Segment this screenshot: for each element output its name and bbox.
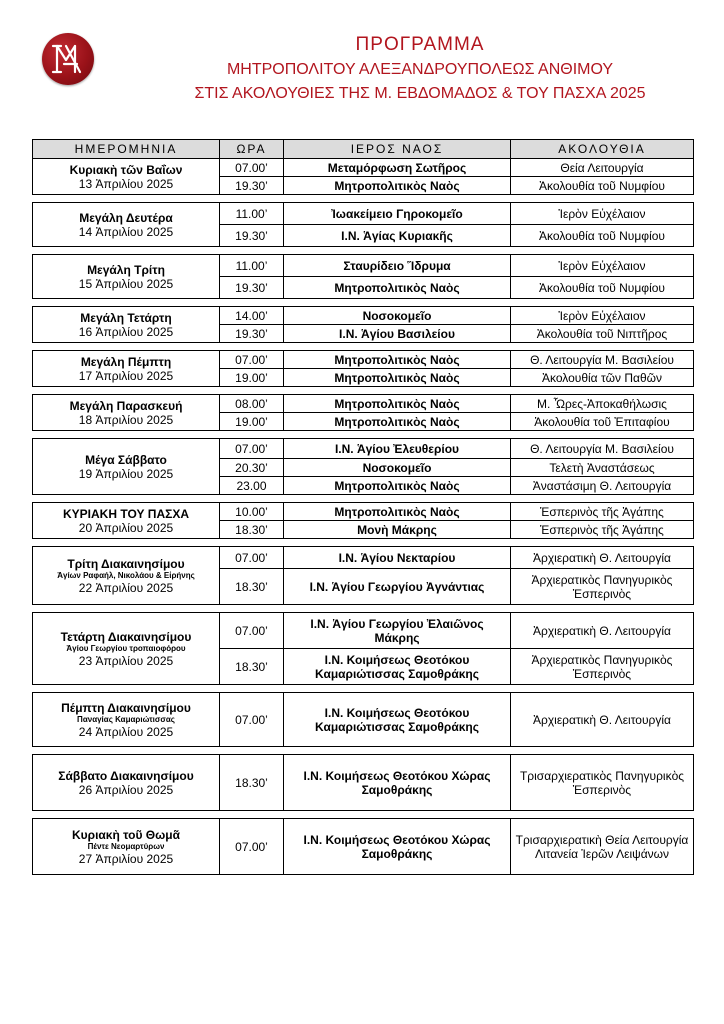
spacer-cell	[33, 811, 694, 819]
date-cell	[33, 693, 220, 747]
calendar-date: 15 Ἀπριλίου 2025	[78, 276, 174, 291]
church-cell: Νοσοκομεῖο	[284, 307, 511, 325]
spacer-cell	[33, 247, 694, 255]
time-cell: 07.00’	[220, 351, 284, 369]
calendar-date: 16 Ἀπριλίου 2025	[78, 324, 174, 339]
church-cell: Μονὴ Μάκρης	[284, 521, 511, 539]
service-cell: Θ. Λειτουργία Μ. Βασιλείου	[511, 439, 694, 459]
church-cell: Σταυρίδειο Ἵδρυμα	[284, 255, 511, 277]
time-cell: 08.00’	[220, 395, 284, 413]
spacer-cell	[33, 343, 694, 351]
day-group-spacer	[33, 747, 694, 755]
date-cell	[33, 203, 220, 247]
feast-name: Ἁγίων Ραφαήλ, Νικολάου & Εἰρήνης	[57, 570, 195, 580]
service-cell: Ἱερὸν Εὐχέλαιον	[511, 307, 694, 325]
time-cell: 19.30’	[220, 225, 284, 247]
time-cell: 19.00’	[220, 413, 284, 431]
feast-name: Ἁγίου Γεωργίου τροπαιοφόρου	[66, 643, 186, 653]
day-group-spacer	[33, 299, 694, 307]
time-cell: 20.30’	[220, 459, 284, 477]
day-group-spacer	[33, 811, 694, 819]
calendar-date: 14 Ἀπριλίου 2025	[78, 224, 174, 239]
time-cell: 18.30’	[220, 755, 284, 811]
spacer-cell	[33, 495, 694, 503]
church-cell: Ι.Ν. Ἁγίου Ἐλευθερίου	[284, 439, 511, 459]
service-cell: Θ. Λειτουργία Μ. Βασιλείου	[511, 351, 694, 369]
day-group-spacer	[33, 343, 694, 351]
time-cell: 18.30’	[220, 521, 284, 539]
service-cell: Τελετὴ Ἀναστάσεως	[511, 459, 694, 477]
church-cell: Μητροπολιτικὸς Ναὸς	[284, 351, 511, 369]
church-cell: Ι.Ν. Ἁγίας Κυριακῆς	[284, 225, 511, 247]
date-cell	[33, 819, 220, 875]
church-cell: Ι.Ν. Κοιμήσεως Θεοτόκου Χώρας Σαμοθράκης	[284, 755, 511, 811]
day-name: Μεγάλη Πέμπτη	[80, 354, 172, 369]
day-group-spacer	[33, 247, 694, 255]
service-cell: Ἀκολουθία τοῦ Νυμφίου	[511, 277, 694, 299]
time-cell: 19.00’	[220, 369, 284, 387]
feast-name: Παναγίας Καμαριώτισσας	[77, 714, 175, 724]
schedule-body	[33, 159, 694, 875]
column-header-time: ΩΡΑ	[220, 140, 284, 159]
church-cell: Ι.Ν. Κοιμήσεως Θεοτόκου Χώρας Σαμοθράκης	[284, 819, 511, 875]
service-cell: Ἀκολουθία τοῦ Νυμφίου	[511, 177, 694, 195]
day-group-spacer	[33, 605, 694, 613]
day-name: Μεγάλη Δευτέρα	[79, 210, 173, 225]
table-row	[33, 503, 694, 521]
church-cell: Ι.Ν. Κοιμήσεως Θεοτόκου Καμαριώτισσας Σαμοθράκης	[284, 649, 511, 685]
spacer-cell	[33, 685, 694, 693]
calendar-date: 20 Ἀπριλίου 2025	[78, 520, 174, 535]
table-row	[33, 693, 694, 747]
day-name: ΚΥΡΙΑΚΗ ΤΟΥ ΠΑΣΧΑ	[63, 506, 189, 521]
day-name: Μεγάλη Παρασκευή	[69, 398, 183, 413]
church-cell: Ι.Ν. Ἁγίου Γεωργίου Ἀγνάντιας	[284, 569, 511, 605]
table-row	[33, 819, 694, 875]
service-cell: Ἀρχιερατικὴ Θ. Λειτουργία	[511, 613, 694, 649]
day-name: Μεγάλη Τετάρτη	[80, 310, 172, 325]
table-row	[33, 307, 694, 325]
day-group-spacer	[33, 495, 694, 503]
service-cell: Ἀρχιερατικὴ Θ. Λειτουργία	[511, 693, 694, 747]
day-name: Πέμπτη Διακαινησίμου	[61, 700, 191, 715]
time-cell: 07.00’	[220, 439, 284, 459]
calendar-date: 27 Ἀπριλίου 2025	[78, 851, 174, 866]
spacer-cell	[33, 747, 694, 755]
church-cell: Μητροπολιτικὸς Ναὸς	[284, 413, 511, 431]
date-cell	[33, 351, 220, 387]
church-cell: Μεταμόρφωση Σωτῆρος	[284, 159, 511, 177]
schedule-table-container	[32, 139, 693, 875]
table-row	[33, 255, 694, 277]
time-cell: 07.00’	[220, 613, 284, 649]
feast-name: Πέντε Νεομαρτύρων	[87, 841, 165, 851]
service-cell: Ἀρχιερατικὸς Πανηγυρικὸς Ἑσπερινὸς	[511, 569, 694, 605]
spacer-cell	[33, 299, 694, 307]
day-name: Μέγα Σάββατο	[85, 452, 167, 467]
metropolis-logo	[42, 33, 94, 85]
service-cell: Τρισαρχιερατικὸς Πανηγυρικὸς Ἑσπερινὸς	[511, 755, 694, 811]
day-name: Τετάρτη Διακαινησίμου	[60, 629, 192, 644]
table-row	[33, 351, 694, 369]
date-cell	[33, 439, 220, 495]
service-cell: Ἱερὸν Εὐχέλαιον	[511, 203, 694, 225]
day-group-spacer	[33, 685, 694, 693]
day-group-spacer	[33, 431, 694, 439]
calendar-date: 26 Ἀπριλίου 2025	[78, 782, 174, 797]
table-row	[33, 755, 694, 811]
service-cell: Ἀρχιερατικὴ Θ. Λειτουργία	[511, 547, 694, 569]
table-row	[33, 159, 694, 177]
date-cell	[33, 159, 220, 195]
document-title: ΠΡΟΓΡΑΜΜΑ	[355, 34, 485, 55]
time-cell: 07.00’	[220, 693, 284, 747]
calendar-date: 19 Ἀπριλίου 2025	[78, 466, 174, 481]
time-cell: 18.30’	[220, 649, 284, 685]
service-cell: Ἀκολουθία τοῦ Νιπτῆρος	[511, 325, 694, 343]
time-cell: 19.30’	[220, 325, 284, 343]
calendar-date: 24 Ἀπριλίου 2025	[78, 724, 174, 739]
day-group-spacer	[33, 387, 694, 395]
document-subtitle-metropolitan: ΜΗΤΡΟΠΟΛΙΤΟΥ ΑΛΕΞΑΝΔΡΟΥΠΟΛΕΩΣ ΑΝΘΙΜΟΥ	[226, 61, 614, 78]
time-cell: 07.00’	[220, 819, 284, 875]
service-cell: Ἀναστάσιμη Θ. Λειτουργία	[511, 477, 694, 495]
church-cell: Ι.Ν. Ἁγίου Γεωργίου Ἐλαιῶνος Μάκρης	[284, 613, 511, 649]
spacer-cell	[33, 195, 694, 203]
church-cell: Μητροπολιτικὸς Ναὸς	[284, 177, 511, 195]
spacer-cell	[33, 431, 694, 439]
table-row	[33, 613, 694, 649]
service-cell: Θεία Λειτουργία	[511, 159, 694, 177]
date-cell	[33, 503, 220, 539]
monogram-icon	[42, 33, 94, 85]
church-cell: Νοσοκομεῖο	[284, 459, 511, 477]
calendar-date: 18 Ἀπριλίου 2025	[78, 412, 174, 427]
calendar-date: 17 Ἀπριλίου 2025	[78, 368, 174, 383]
time-cell: 07.00’	[220, 159, 284, 177]
church-cell: Ἰωακείμειο Γηροκομεῖο	[284, 203, 511, 225]
column-header-service: ΑΚΟΛΟΥΘΙΑ	[511, 140, 694, 159]
time-cell: 11.00’	[220, 203, 284, 225]
time-cell: 19.30’	[220, 277, 284, 299]
day-name: Τρίτη Διακαινησίμου	[67, 556, 185, 571]
church-cell: Μητροπολιτικὸς Ναὸς	[284, 369, 511, 387]
document-subtitle-services: ΣΤΙΣ ΑΚΟΛΟΥΘΙΕΣ ΤΗΣ Μ. ΕΒΔΟΜΑΔΟΣ & ΤΟΥ ΠΑΣΧΑ 2025	[194, 85, 646, 102]
column-header-church: ΙΕΡΟΣ ΝΑΟΣ	[284, 140, 511, 159]
time-cell: 10.00’	[220, 503, 284, 521]
church-cell: Ι.Ν. Ἁγίου Βασιλείου	[284, 325, 511, 343]
time-cell: 19.30’	[220, 177, 284, 195]
date-cell	[33, 755, 220, 811]
day-name: Κυριακὴ τοῦ Θωμᾶ	[72, 827, 180, 842]
spacer-cell	[33, 605, 694, 613]
spacer-cell	[33, 387, 694, 395]
table-row	[33, 439, 694, 459]
time-cell: 14.00’	[220, 307, 284, 325]
church-cell: Μητροπολιτικὸς Ναὸς	[284, 277, 511, 299]
calendar-date: 23 Ἀπριλίου 2025	[78, 653, 174, 668]
service-cell: Ἀκολουθία τοῦ Ἐπιταφίου	[511, 413, 694, 431]
spacer-cell	[33, 539, 694, 547]
day-group-spacer	[33, 195, 694, 203]
date-cell	[33, 395, 220, 431]
day-name: Μεγάλη Τρίτη	[87, 262, 165, 277]
church-cell: Μητροπολιτικὸς Ναὸς	[284, 503, 511, 521]
service-cell: Τρισαρχιερατικὴ Θεία Λειτουργία Λιτανεία Ἱερῶν Λειψάνων	[511, 819, 694, 875]
schedule-table	[32, 139, 694, 875]
date-cell	[33, 255, 220, 299]
church-cell: Μητροπολιτικὸς Ναὸς	[284, 477, 511, 495]
calendar-date: 22 Ἀπριλίου 2025	[78, 580, 174, 595]
church-cell: Ι.Ν. Ἁγίου Νεκταρίου	[284, 547, 511, 569]
time-cell: 23.00	[220, 477, 284, 495]
calendar-date: 13 Ἀπριλίου 2025	[78, 176, 174, 191]
church-cell: Μητροπολιτικὸς Ναὸς	[284, 395, 511, 413]
table-row	[33, 395, 694, 413]
time-cell: 18.30’	[220, 569, 284, 605]
day-name: Σάββατο Διακαινησίμου	[58, 768, 194, 783]
table-row	[33, 203, 694, 225]
service-cell: Ἀκολουθία τοῦ Νυμφίου	[511, 225, 694, 247]
service-cell: Ἑσπερινὸς τῆς Ἀγάπης	[511, 521, 694, 539]
service-cell: Μ. Ὧρες-Ἀποκαθήλωσις	[511, 395, 694, 413]
church-cell: Ι.Ν. Κοιμήσεως Θεοτόκου Καμαριώτισσας Σαμοθράκης	[284, 693, 511, 747]
date-cell	[33, 613, 220, 685]
time-cell: 07.00’	[220, 547, 284, 569]
table-row	[33, 547, 694, 569]
service-cell: Ἀρχιερατικὸς Πανηγυρικὸς Ἑσπερινὸς	[511, 649, 694, 685]
service-cell: Ἀκολουθία τῶν Παθῶν	[511, 369, 694, 387]
service-cell: Ἑσπερινὸς τῆς Ἀγάπης	[511, 503, 694, 521]
time-cell: 11.00’	[220, 255, 284, 277]
date-cell	[33, 547, 220, 605]
column-header-date: ΗΜΕΡΟΜΗΝΙΑ	[33, 140, 220, 159]
day-name: Κυριακὴ τῶν Βαΐων	[69, 162, 183, 177]
table-header-row	[33, 140, 694, 159]
day-group-spacer	[33, 539, 694, 547]
service-cell: Ἱερὸν Εὐχέλαιον	[511, 255, 694, 277]
date-cell	[33, 307, 220, 343]
